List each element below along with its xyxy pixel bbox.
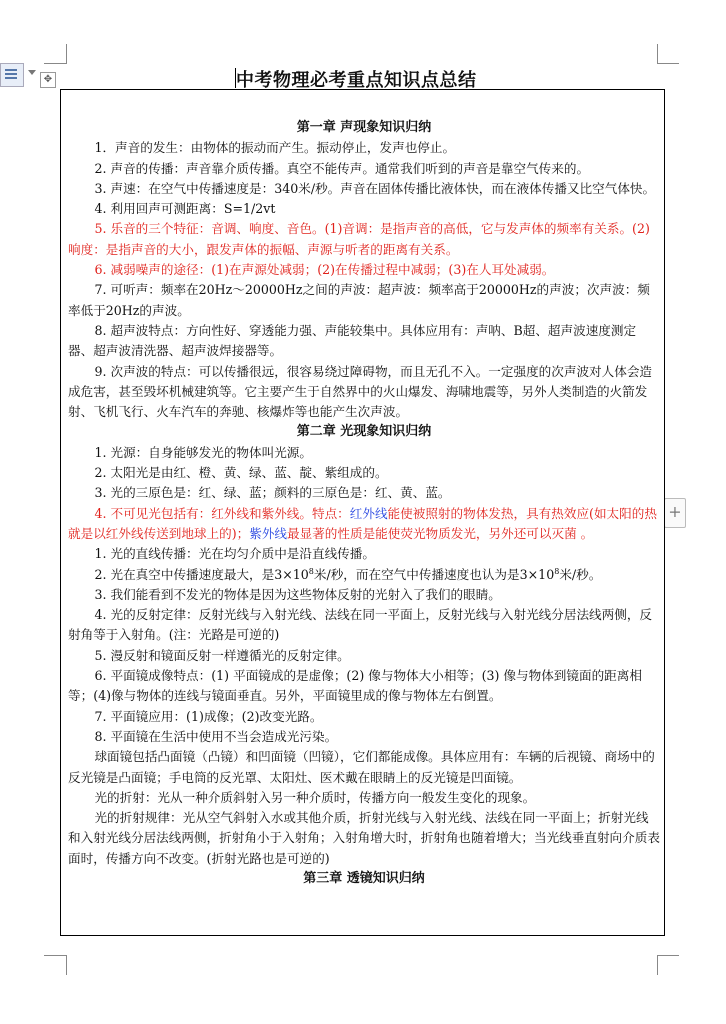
- text-run: 最显著的性质是能使荧光物质发光，另外还可以灭菌 。: [287, 525, 594, 541]
- paragraph: 1. 光的直线传播：光在均匀介质中是沿直线传播。: [94, 546, 375, 562]
- paragraph: 3. 我们能看到不发光的物体是因为这些物体反射的光射入了我们的眼睛。: [94, 586, 501, 602]
- crop-mark: [66, 955, 67, 975]
- paragraph: 6. 平面镜成像特点：(1) 平面镜成的是虚像；(2) 像与物体大小相等；(3) 像与物体到镜面的距离相等；(4)像与物体的连线与镜面垂直。另外，平面镜里成的像与物体左右倒置。: [68, 668, 642, 704]
- superscript: 8: [308, 566, 314, 576]
- document-title[interactable]: 中考物理必考重点知识点总结: [236, 70, 477, 91]
- paragraph: [68, 504, 660, 545]
- text-run: 紫外线: [249, 525, 288, 541]
- paragraph: 4. 利用回声可测距离：S=1/2vt: [94, 201, 276, 217]
- paragraph: 2. 声音的传播：声音靠介质传播。真空不能传声。通常我们听到的声音是靠空气传来的。: [94, 160, 590, 176]
- text-run: 米/秒。: [559, 566, 602, 582]
- paragraph: 7. 可听声：频率在20Hz～20000Hz之间的声波：超声波：频率高于20000Hz的声波；次声波：频率低于20Hz的声波。: [68, 282, 650, 318]
- paragraph: 光的折射：光从一种介质斜射入另一种介质时，传播方向一般发生变化的现象。: [94, 789, 536, 805]
- expand-button[interactable]: +: [664, 498, 686, 528]
- paragraph: 8. 平面镜在生活中使用不当会造成光污染。: [94, 728, 338, 744]
- document-map-icon[interactable]: [0, 63, 24, 87]
- paragraph: 3. 光的三原色是：红、绿、蓝；颜料的三原色是：红、黄、蓝。: [94, 485, 451, 501]
- paragraph: 8. 超声波特点：方向性好、穿透能力强、声能较集中。具体应用有：声呐、B超、超声波速度测定器、超声波清洗器、超声波焊接器等。: [68, 322, 637, 359]
- superscript: 8: [554, 566, 560, 576]
- text-run: 红外线: [349, 505, 388, 521]
- crop-mark: [44, 955, 66, 956]
- chapter-heading: 第三章 透镜知识归纳: [303, 870, 425, 886]
- paragraph: 光的折射规律：光从空气斜射入水或其他介质，折射光线与入射光线、法线在同一平面上；折射光线和入射光线分居法线两侧，折射角小于入射角；入射角增大时，折射角也随着增大；当光线垂直射向介质表面时，传播方向不改变。(折射光路也是可逆的): [68, 810, 660, 866]
- crop-mark: [66, 44, 67, 64]
- text-run: 米/秒，而在空气中传播速度也认为是3×10: [313, 566, 555, 582]
- chevron-down-icon[interactable]: [28, 70, 36, 75]
- crop-mark: [657, 955, 679, 956]
- chapter-heading: 第二章 光现象知识归纳: [296, 424, 432, 440]
- text-run: 能使被照射的物体发热，具有热效应(如太阳的热就是以红外线传送到地球上的)；: [68, 505, 657, 541]
- chapter-heading: 第一章 声现象知识归纳: [296, 120, 432, 135]
- paragraph: 2. 太阳光是由红、橙、黄、绿、蓝、靛、紫组成的。: [94, 465, 388, 481]
- paragraph: 5. 乐音的三个特征：音调、响度、音色。(1)音调：是指声音的高低，它与发声体的频率有关系。(2)响度：是指声音的大小，跟发声体的振幅、声源与听者的距离有关系。: [68, 221, 650, 257]
- paragraph: 3. 声速：在空气中传播速度是：340米/秒。声音在固体传播比液体快，而在液体传播又比空气体快。: [94, 180, 656, 196]
- crop-mark: [657, 955, 658, 975]
- paragraph: 5. 漫反射和镜面反射一样遵循光的反射定律。: [94, 647, 350, 663]
- crop-mark: [657, 63, 679, 64]
- text-run: 2. 光在真空中传播速度最大，是3×10: [94, 566, 309, 582]
- paragraph: 9. 次声波的特点：可以传播很远，很容易绕过障碍物，而且无孔不入。一定强度的次声波对人体会造成危害，甚至毁坏机械建筑等。它主要产生于自然界中的火山爆发、海啸地震等，另外人类制造的火箭发射、飞机飞行、火车汽车的奔驰、核爆炸等也能产生次声波。: [68, 363, 653, 420]
- text-run: 4. 不可见光包括有：红外线和紫外线。特点：: [94, 505, 350, 521]
- paragraph: 7. 平面镜应用：(1)成像；(2)改变光路。: [94, 708, 323, 724]
- paragraph: 1．声音的发生：由物体的振动而产生。振动停止，发声也停止。: [94, 140, 456, 156]
- table-move-handle-icon[interactable]: ✥: [40, 72, 56, 88]
- paragraph: 球面镜包括凸面镜（凸镜）和凹面镜（凹镜），它们都能成像。具体应用有：车辆的后视镜、商场中的反光镜是凸面镜；手电筒的反光罩、太阳灶、医术戴在眼睛上的反光镜是凹面镜。: [68, 749, 655, 785]
- document-body[interactable]: [68, 118, 660, 889]
- crop-mark: [44, 63, 66, 64]
- crop-mark: [657, 44, 658, 64]
- chapter-1-paragraphs: [68, 138, 660, 422]
- paragraph: 4. 光的反射定律：反射光线与入射光线、法线在同一平面上，反射光线与入射光线分居法线两侧，反射角等于入射角。(注：光路是可逆的): [68, 607, 653, 643]
- paragraph: [68, 565, 660, 585]
- paragraph: 6. 减弱噪声的途径：(1)在声源处减弱；(2)在传播过程中减弱；(3)在人耳处减弱。: [94, 262, 555, 278]
- paragraph: 1. 光源：自身能够发光的物体叫光源。: [94, 444, 312, 460]
